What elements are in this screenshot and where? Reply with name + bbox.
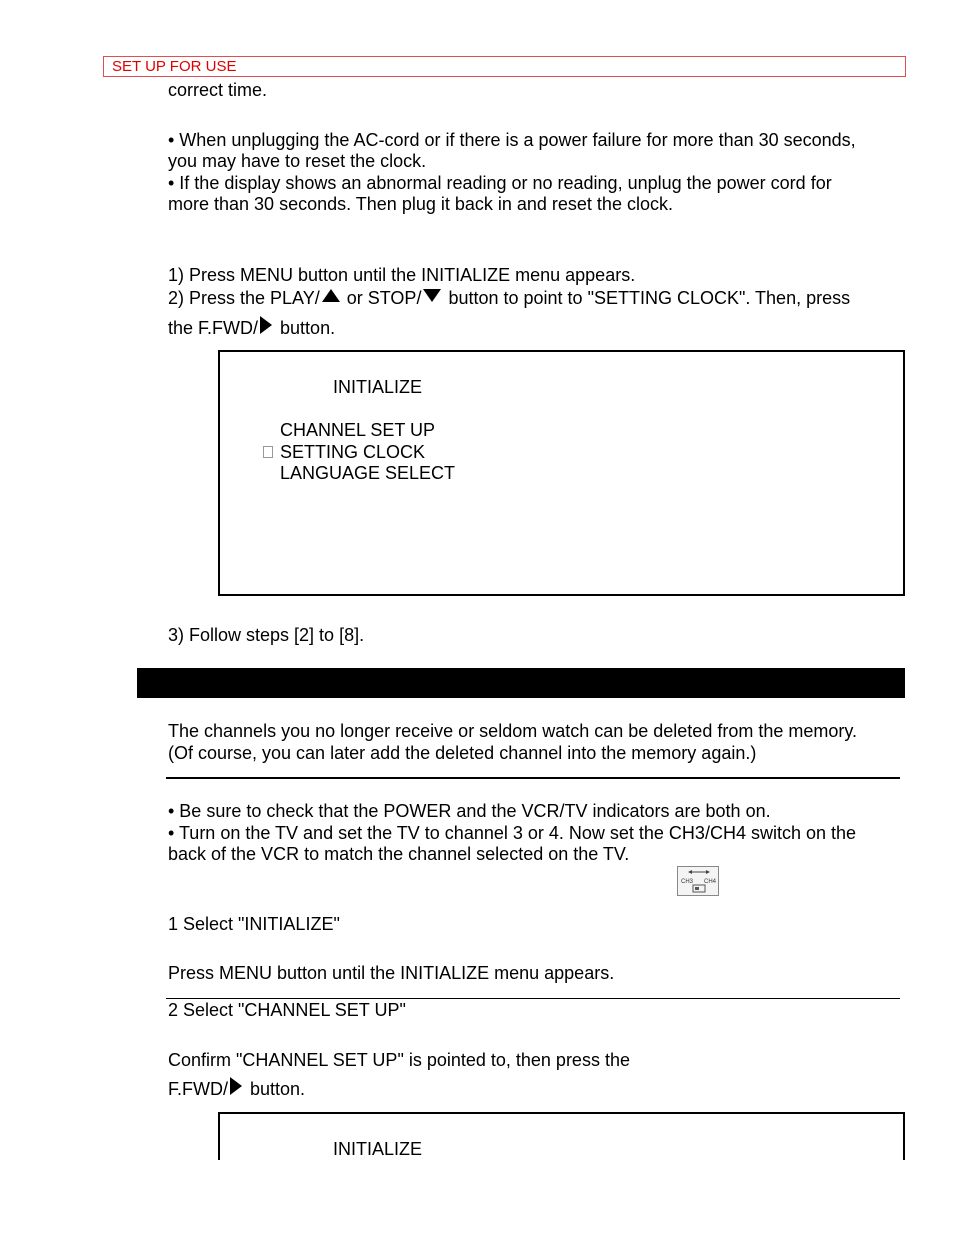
stop-down-triangle-icon bbox=[423, 289, 441, 302]
divider-line bbox=[166, 777, 900, 779]
step-2-select-channel-set-up: 2 Select "CHANNEL SET UP" bbox=[168, 1000, 406, 1020]
switch-label-ch4: CH4 bbox=[704, 879, 717, 885]
delete-channel-intro-line2: (Of course, you can later add the deleted channel into the memory again.) bbox=[168, 743, 757, 763]
delete-channel-intro-line1: The channels you no longer receive or seldom watch can be deleted from the memory. bbox=[168, 721, 858, 741]
switch-label-ch3: CH3 bbox=[681, 879, 694, 885]
page-bottom-margin bbox=[0, 1160, 954, 1235]
step-2-body-ffwd-suffix: button. bbox=[250, 1079, 306, 1099]
step-2-body-ffwd-prefix: F.FWD/ bbox=[168, 1079, 228, 1099]
menu-title: INITIALIZE bbox=[333, 377, 423, 397]
bullet-tv-channel-line1: • Turn on the TV and set the TV to channel 3 or 4. Now set the CH3/CH4 switch on the bbox=[168, 823, 857, 843]
section-divider-bar bbox=[137, 668, 905, 698]
note-power-failure-line1: • When unplugging the AC-cord or if there is a power failure for more than 30 seconds, bbox=[168, 130, 856, 150]
ffwd-right-triangle-icon-2 bbox=[230, 1077, 242, 1095]
switch-arrow-icon bbox=[678, 867, 718, 895]
bullet-power-check: • Be sure to check that the POWER and the VCR/TV indicators are both on. bbox=[168, 801, 771, 821]
menu-cursor-icon bbox=[263, 446, 273, 458]
step-2-ffwd-suffix: button. bbox=[280, 318, 336, 338]
step-2-suffix: button to point to "SETTING CLOCK". Then, press bbox=[448, 288, 851, 308]
note-power-failure-line2: you may have to reset the clock. bbox=[168, 151, 427, 171]
play-up-triangle-icon bbox=[322, 289, 340, 302]
step-2-line2 bbox=[168, 316, 335, 339]
menu-item-language-select: LANGUAGE SELECT bbox=[280, 463, 456, 483]
step-1-select-initialize: 1 Select "INITIALIZE" bbox=[168, 914, 340, 934]
menu-item-channel-set-up: CHANNEL SET UP bbox=[280, 420, 436, 440]
step-divider bbox=[166, 998, 900, 999]
step-2-ffwd-prefix: the F.FWD/ bbox=[168, 318, 259, 338]
step-2-body-line1: Confirm "CHANNEL SET UP" is pointed to, then press the bbox=[168, 1050, 630, 1070]
step-3-text: 3) Follow steps [2] to [8]. bbox=[168, 625, 365, 645]
menu-2-title: INITIALIZE bbox=[333, 1139, 423, 1159]
ffwd-right-triangle-icon bbox=[260, 316, 272, 334]
menu-item-setting-clock: SETTING CLOCK bbox=[280, 442, 426, 462]
note-abnormal-line1: • If the display shows an abnormal reading or no reading, unplug the power cord for bbox=[168, 173, 832, 193]
step-2-line1 bbox=[168, 288, 850, 309]
step-2-prefix: 2) Press the PLAY/ bbox=[168, 288, 320, 308]
ch3-ch4-switch-icon bbox=[677, 866, 719, 896]
step-1-text: 1) Press MENU button until the INITIALIZE menu appears. bbox=[168, 265, 636, 285]
step-2-body-line2 bbox=[168, 1077, 305, 1100]
bullet-tv-channel-line2: back of the VCR to match the channel selected on the TV. bbox=[168, 844, 630, 864]
note-abnormal-line2: more than 30 seconds. Then plug it back in and reset the clock. bbox=[168, 194, 673, 214]
section-header-title: SET UP FOR USE bbox=[112, 58, 237, 75]
step-1-body: Press MENU button until the INITIALIZE menu appears. bbox=[168, 963, 615, 983]
step-2-mid: or STOP/ bbox=[346, 288, 422, 308]
intro-correct-time: correct time. bbox=[168, 80, 268, 100]
